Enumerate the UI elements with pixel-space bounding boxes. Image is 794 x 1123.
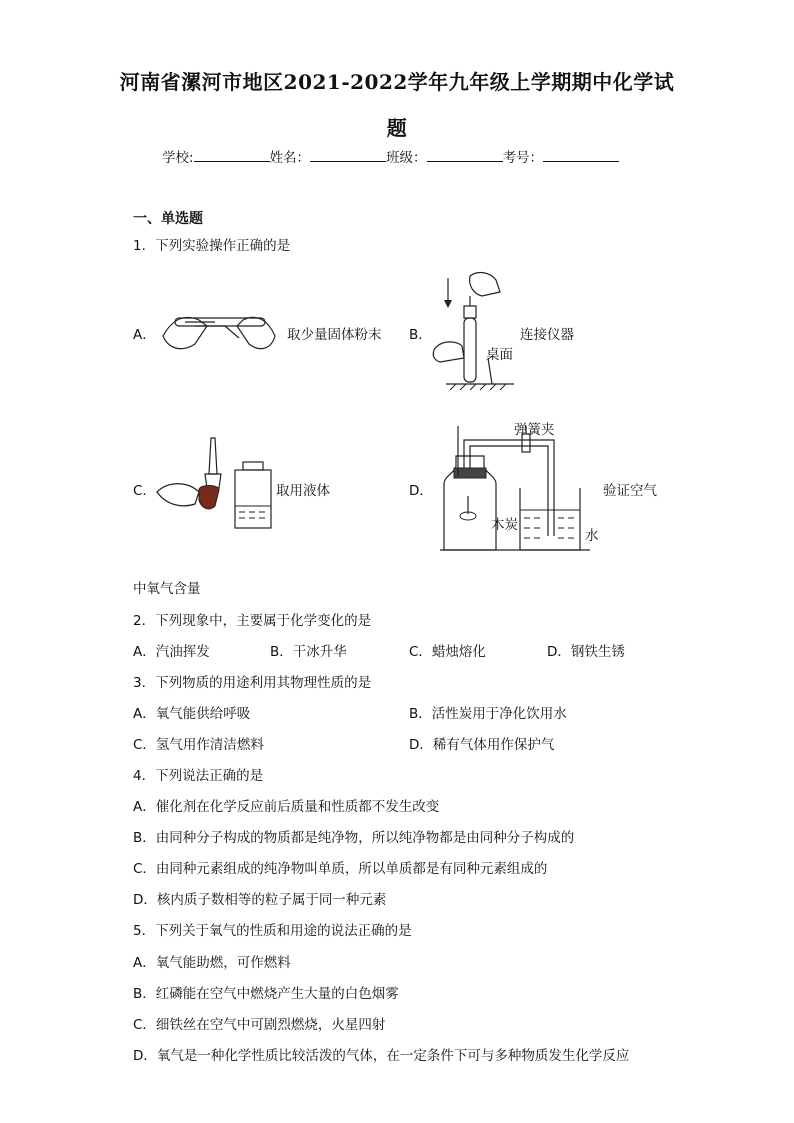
q3-option-d[interactable]: D．稀有气体用作保护气	[409, 737, 555, 753]
q1-option-c-figure	[155, 434, 275, 530]
q1-option-d-letter[interactable]: D．	[409, 483, 433, 499]
student-info-row	[162, 146, 619, 166]
school-label: 学校:	[162, 150, 194, 166]
q1-option-b-letter[interactable]: B．	[409, 327, 432, 343]
q1-stem: 1．下列实验操作正确的是	[133, 238, 291, 254]
school-field[interactable]	[194, 147, 270, 162]
q3-option-b[interactable]: B．活性炭用于净化饮用水	[409, 706, 567, 722]
q1-option-d-caption-cont: 中氧气含量	[133, 581, 201, 597]
exam-no-field[interactable]	[543, 147, 619, 162]
q5-option-a[interactable]: A．氧气能助燃，可作燃料	[133, 955, 291, 971]
q1-option-b-desk-label: 桌面	[486, 347, 513, 363]
q4-option-a[interactable]: A．催化剂在化学反应前后质量和性质都不发生改变	[133, 799, 440, 815]
q2-option-b[interactable]: B．干冰升华	[270, 644, 347, 660]
exam-no-label: 考号：	[502, 150, 544, 166]
q1-option-b-figure	[430, 266, 520, 396]
section-heading: 一、单选题	[133, 211, 203, 227]
q3-option-c[interactable]: C．氢气用作清洁燃料	[133, 737, 264, 753]
q4-option-b[interactable]: B．由同种分子构成的物质都是纯净物，所以纯净物都是由同种分子构成的	[133, 830, 575, 846]
q1-option-a-letter[interactable]: A．	[133, 327, 156, 343]
q2-option-d[interactable]: D．钢铁生锈	[547, 644, 625, 660]
name-field[interactable]	[310, 147, 386, 162]
q3-stem: 3．下列物质的用途利用其物理性质的是	[133, 675, 372, 691]
q1-option-d-caption: 验证空气	[603, 483, 657, 499]
q1-option-a-figure	[155, 296, 285, 360]
q1-option-b-caption: 连接仪器	[520, 327, 574, 343]
class-field[interactable]	[427, 147, 503, 162]
class-label: 班级：	[386, 150, 427, 166]
q4-option-c[interactable]: C．由同种元素组成的纯净物叫单质，所以单质都是有同种元素组成的	[133, 861, 548, 877]
q4-stem: 4．下列说法正确的是	[133, 768, 264, 784]
q5-option-c[interactable]: C．细铁丝在空气中可剧烈燃烧，火星四射	[133, 1017, 386, 1033]
q2-stem: 2．下列现象中，主要属于化学变化的是	[133, 613, 372, 629]
q5-option-b[interactable]: B．红磷能在空气中燃烧产生大量的白色烟雾	[133, 986, 399, 1002]
q1-option-c-caption: 取用液体	[276, 483, 330, 499]
page-title-cont: 题	[386, 116, 408, 140]
q1-option-d-clip-label: 弹簧夹	[514, 422, 555, 438]
q1-option-d-water-label: 水	[585, 528, 599, 544]
q5-option-d[interactable]: D．氧气是一种化学性质比较活泼的气体，在一定条件下可与多种物质发生化学反应	[133, 1048, 630, 1064]
q1-option-a-caption: 取少量固体粉末	[287, 327, 382, 343]
q2-option-a[interactable]: A．汽油挥发	[133, 644, 210, 660]
q4-option-d[interactable]: D．核内质子数相等的粒子属于同一种元素	[133, 892, 387, 908]
q2-option-c[interactable]: C．蜡烛熔化	[409, 644, 486, 660]
q3-option-a[interactable]: A．氧气能供给呼吸	[133, 706, 251, 722]
page-title: 河南省漯河市地区2021-2022学年九年级上学期期中化学试	[119, 70, 675, 94]
q1-option-d-charcoal-label: 木炭	[491, 517, 518, 533]
q5-stem: 5．下列关于氧气的性质和用途的说法正确的是	[133, 923, 412, 939]
name-label: 姓名：	[269, 150, 311, 166]
q1-option-c-letter[interactable]: C．	[133, 483, 156, 499]
